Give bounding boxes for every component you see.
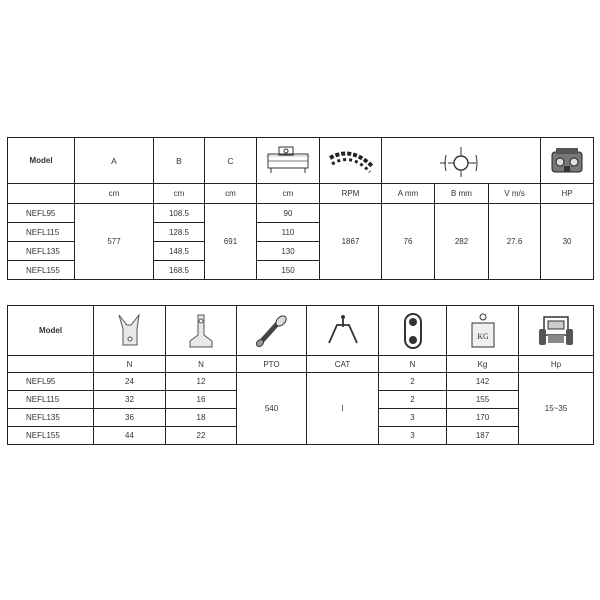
hp-range-value: 15~35 <box>519 373 594 445</box>
unit-cell: N <box>94 356 166 373</box>
pto-shaft-icon <box>252 311 292 351</box>
model-name: NEFL115 <box>8 223 75 242</box>
specs-table-2 <box>7 305 594 445</box>
hammer-blade-icon-cell <box>166 306 237 356</box>
model-name: NEFL135 <box>8 242 75 261</box>
unit-cell: cm <box>257 184 320 204</box>
c-value: 691 <box>205 204 257 280</box>
kg-label: KG <box>476 331 489 341</box>
n1-value: 24 <box>94 373 166 391</box>
chain-icon-cell <box>379 306 447 356</box>
kg-value: 187 <box>447 427 519 445</box>
hitch-icon-cell <box>307 306 379 356</box>
unit-cell: PTO <box>237 356 307 373</box>
n1-value: 44 <box>94 427 166 445</box>
tractor-icon-cell <box>519 306 594 356</box>
model-header: Model <box>8 138 75 184</box>
v-ms-value: 27.6 <box>489 204 541 280</box>
b-value: 108.5 <box>154 204 205 223</box>
unit-cell: Hp <box>519 356 594 373</box>
rotor-icon-cell <box>257 138 320 184</box>
rpm-value: 1867 <box>320 204 382 280</box>
unit-cell: HP <box>541 184 594 204</box>
n3-value: 2 <box>379 373 447 391</box>
flail-knife-icon <box>326 144 376 178</box>
kg-value: 142 <box>447 373 519 391</box>
unit-cell: A mm <box>382 184 435 204</box>
hp-value: 30 <box>541 204 594 280</box>
cat-value: I <box>307 373 379 445</box>
a-value: 577 <box>75 204 154 280</box>
weight-kg-icon <box>468 311 498 351</box>
pto-icon-cell <box>237 306 307 356</box>
specs-table-1 <box>7 137 594 280</box>
hammer-blade-icon <box>186 311 216 351</box>
n2-value: 22 <box>166 427 237 445</box>
model-name: NEFL115 <box>8 391 94 409</box>
pto-value: 540 <box>237 373 307 445</box>
unit-cell: CAT <box>307 356 379 373</box>
rotor-icon <box>263 144 313 178</box>
n1-value: 32 <box>94 391 166 409</box>
unit-cell: cm <box>154 184 205 204</box>
kg-value: 155 <box>447 391 519 409</box>
d-value: 130 <box>257 242 320 261</box>
model-header: Model <box>8 306 94 356</box>
model-name: NEFL95 <box>8 373 94 391</box>
n3-value: 3 <box>379 427 447 445</box>
model-name: NEFL155 <box>8 261 75 280</box>
n3-value: 2 <box>379 391 447 409</box>
unit-cell: N <box>166 356 237 373</box>
n2-value: 16 <box>166 391 237 409</box>
y-blade-icon-cell <box>94 306 166 356</box>
b-mm-value: 282 <box>435 204 489 280</box>
dimension-icon-cell <box>382 138 541 184</box>
col-c-header: C <box>205 138 257 184</box>
n3-value: 3 <box>379 409 447 427</box>
d-value: 90 <box>257 204 320 223</box>
engine-icon-cell <box>541 138 594 184</box>
n1-value: 36 <box>94 409 166 427</box>
model-name: NEFL155 <box>8 427 94 445</box>
n2-value: 12 <box>166 373 237 391</box>
unit-cell: N <box>379 356 447 373</box>
col-a-header: A <box>75 138 154 184</box>
chain-link-icon <box>398 311 428 351</box>
model-name: NEFL135 <box>8 409 94 427</box>
b-value: 168.5 <box>154 261 205 280</box>
unit-cell: V m/s <box>489 184 541 204</box>
engine-icon <box>546 144 588 178</box>
col-b-header: B <box>154 138 205 184</box>
d-value: 110 <box>257 223 320 242</box>
kg-value: 170 <box>447 409 519 427</box>
dimension-diagram-icon <box>426 143 496 179</box>
model-name: NEFL95 <box>8 204 75 223</box>
unit-cell: Kg <box>447 356 519 373</box>
b-value: 128.5 <box>154 223 205 242</box>
three-point-hitch-icon <box>323 313 363 349</box>
d-value: 150 <box>257 261 320 280</box>
flail-icon-cell <box>320 138 382 184</box>
unit-cell: B mm <box>435 184 489 204</box>
unit-cell: cm <box>205 184 257 204</box>
n2-value: 18 <box>166 409 237 427</box>
tractor-icon <box>536 311 576 351</box>
b-value: 148.5 <box>154 242 205 261</box>
unit-cell: RPM <box>320 184 382 204</box>
weight-icon-cell <box>447 306 519 356</box>
unit-cell: cm <box>75 184 154 204</box>
y-blade-icon <box>115 311 145 351</box>
a-mm-value: 76 <box>382 204 435 280</box>
